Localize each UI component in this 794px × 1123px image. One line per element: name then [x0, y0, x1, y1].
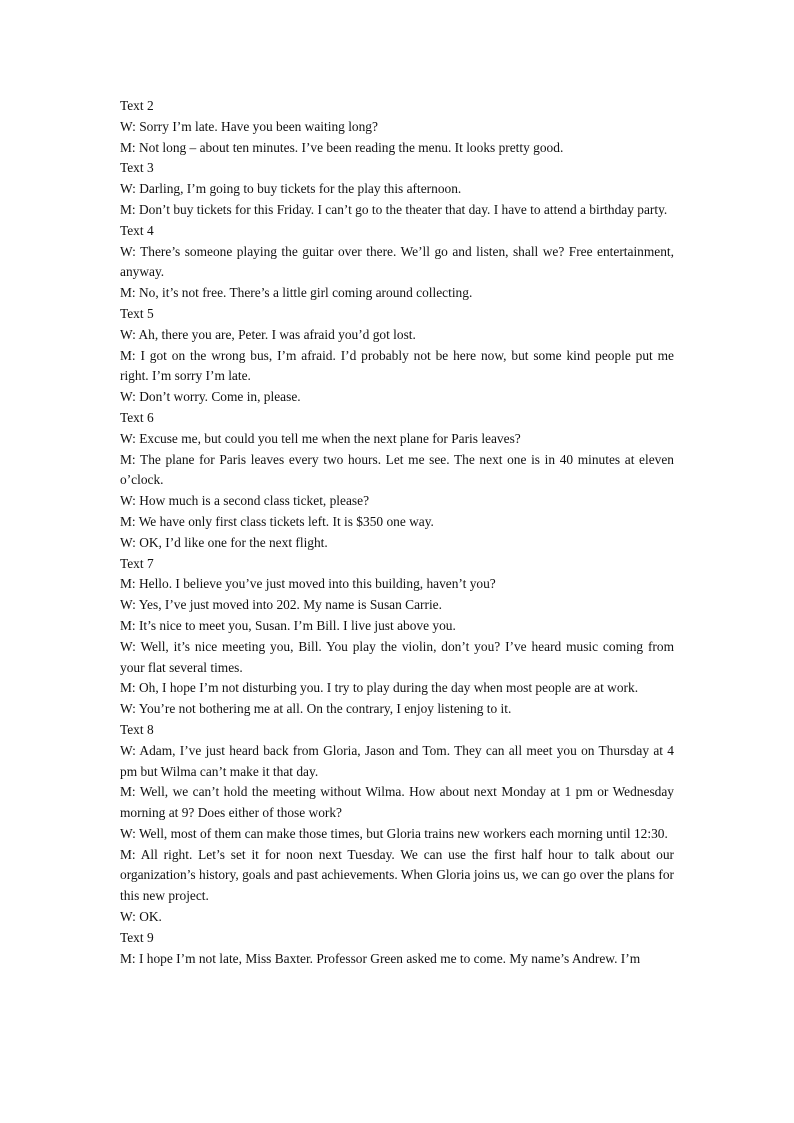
dialogue-line: W: OK. — [120, 909, 162, 925]
dialogue-line: W: Yes, I’ve just moved into 202. My name is Susan Carrie. — [120, 597, 442, 613]
section-heading-text-2: Text 2 — [120, 98, 154, 113]
dialogue-line: M: All right. Let’s set it for noon next Tuesday. We can use the first half hour to talk about our organization’s history, goals and past achievements. When Gloria joins us, we can go over the plans for this new project. — [120, 846, 674, 904]
section-heading-text-8: Text 8 — [120, 721, 154, 737]
dialogue-line: W: Sorry I’m late. Have you been waiting long? — [120, 118, 378, 134]
dialogue-line: W: Ah, there you are, Peter. I was afraid you’d got lost. — [120, 326, 416, 342]
dialogue-line: M: Hello. I believe you’ve just moved into this building, haven’t you? — [120, 576, 496, 592]
dialogue-line: M: We have only first class tickets left. It is $350 one way. — [120, 513, 434, 529]
dialogue-line: W: Darling, I’m going to buy tickets for the play this afternoon. — [120, 181, 462, 197]
dialogue-line: M: Not long – about ten minutes. I’ve been reading the menu. It looks pretty good. — [120, 139, 564, 155]
section-heading-text-6: Text 6 — [120, 409, 154, 425]
section-heading-text-9: Text 9 — [120, 929, 154, 945]
section-heading-text-7: Text 7 — [120, 555, 154, 571]
dialogue-line: W: Adam, I’ve just heard back from Gloria, Jason and Tom. They can all meet you on Thursday at 4 pm but Wilma can’t make it that day. — [120, 742, 674, 779]
dialogue-line: M: No, it’s not free. There’s a little girl coming around collecting. — [120, 285, 473, 301]
section-heading-text-5: Text 5 — [120, 305, 154, 321]
dialogue-line: M: The plane for Paris leaves every two hours. Let me see. The next one is in 40 minutes at eleven o’clock. — [120, 451, 674, 488]
dialogue-line: W: How much is a second class ticket, please? — [120, 493, 370, 509]
dialogue-line: M: I got on the wrong bus, I’m afraid. I’d probably not be here now, but some kind people put me right. I’m sorry I’m late. — [120, 347, 674, 384]
dialogue-line: W: OK, I’d like one for the next flight. — [120, 534, 328, 550]
dialogue-line: W: Excuse me, but could you tell me when the next plane for Paris leaves? — [120, 430, 521, 446]
dialogue-line: W: There’s someone playing the guitar over there. We’ll go and listen, shall we? Free entertainment, anyway. — [120, 243, 674, 280]
dialogue-line: M: It’s nice to meet you, Susan. I’m Bill. I live just above you. — [120, 617, 456, 633]
dialogue-line: M: Oh, I hope I’m not disturbing you. I try to play during the day when most people are at work. — [120, 680, 639, 696]
dialogue-line: W: Well, most of them can make those times, but Gloria trains new workers each morning until 12:30. — [120, 825, 668, 841]
section-heading-text-3: Text 3 — [120, 160, 154, 176]
dialogue-line: W: You’re not bothering me at all. On the contrary, I enjoy listening to it. — [120, 701, 512, 717]
document-page — [120, 96, 674, 969]
section-heading-text-4: Text 4 — [120, 222, 154, 238]
dialogue-line: M: Don’t buy tickets for this Friday. I can’t go to the theater that day. I have to attend a birthday party. — [120, 201, 668, 217]
dialogue-line: W: Well, it’s nice meeting you, Bill. You play the violin, don’t you? I’ve heard music coming from your flat several times. — [120, 638, 674, 675]
dialogue-line: M: Well, we can’t hold the meeting without Wilma. How about next Monday at 1 pm or Wednesday morning at 9? Does either of those work? — [120, 784, 674, 821]
dialogue-line: W: Don’t worry. Come in, please. — [120, 389, 301, 405]
dialogue-line: M: I hope I’m not late, Miss Baxter. Professor Green asked me to come. My name’s Andrew. I’m — [120, 950, 641, 966]
